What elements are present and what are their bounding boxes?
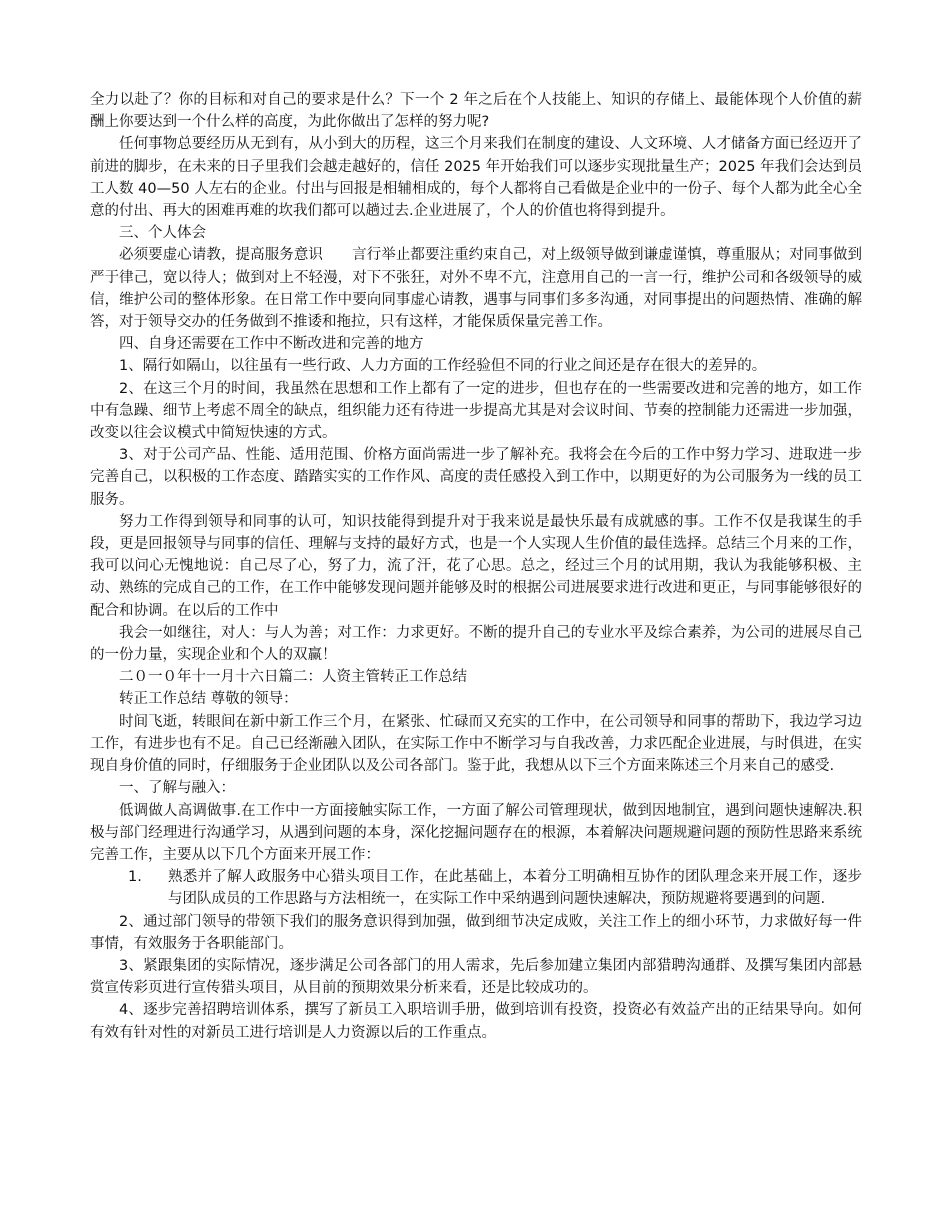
paragraph-goals-question: 全力以赴了？你的目标和对自己的要求是什么？下一个 2 年之后在个人技能上、知识的存储上、最能体现个人价值的薪酬上你要达到一个什么样的高度，为此你做出了怎样的努力呢? [90,92,862,131]
paragraph-company-development: 任何事物总要经历从无到有，从小到大的历程，这三个月来我们在制度的建设、人文环境、人才储备方面已经迈开了前进的脚步，在未来的日子里我们会越走越好的，信任 2025 年开始我们可以逐步实现批量生产；2025 年我们会达到员工人数 40—50 人左右的企业。付出与回报是相辅相成的，每个人都将自己看做是企业中的一份子、每个人都为此全心全意的付出、再大的困难再难的坎我们都可以趟过去.企业进展了，个人的价值也将得到提升。 [90,136,862,220]
paragraph-point-3: 3、紧跟集团的实际情况，逐步满足公司各部门的用人需求，先后参加建立集团内部猎聘沟通群、及撰写集团内部悬赏宣传彩页进行宣传猎头项目，从目前的预期效果分析来看，还是比较成功的。 [90,957,862,997]
paragraph-point-2: 2、通过部门领导的带领下我们的服务意识得到加强，做到细节决定成败，关注工作上的细小环节，力求做好每一件事情，有效服务于各职能部门。 [90,913,862,952]
section-heading-understand-integrate: 一、了解与融入： [119,780,235,797]
paragraph-work-approach: 低调做人高调做事.在工作中一方面接触实际工作，一方面了解公司管理现状，做到因地制宜，遇到问题快速解决.积极与部门经理进行沟通学习，从遇到问题的本身，深化挖掘问题存在的根源，本着解决问题规避问题的预防性思路来系统完善工作，主要从以下几个方面来开展工作： [90,802,862,863]
paragraph-improvement-3: 3、对于公司产品、性能、适用范围、价格方面尚需进一步了解补充。我将会在今后的工作中努力学习、进取进一步完善自己，以积极的工作态度、踏踏实实的工作作风、高度的责任感投入到工作中，以期更好的为公司服务为一线的员工服务。 [90,447,862,508]
section-heading-improvement: 四、自身还需要在工作中不断改进和完善的地方 [119,336,424,353]
paragraph-summary: 努力工作得到领导和同事的认可，知识技能得到提升对于我来说是最快乐最有成就感的事。工作不仅是我谋生的手段，更是回报领导与同事的信任、理解与支持的最好方式，也是一个人实现人生价值的最佳选择。总结三个月来的工作，我可以问心无愧地说：自己尽了心，努了力，流了汗，花了心思。总之，经过三个月的试用期，我认为我能够积极、主动、熟练的完成自己的工作，在工作中能够发现问题并能够及时的根据公司进展要求进行改进和更正，与同事能够很好的配合和协调。在以后的工作中 [90,513,862,619]
paragraph-date-and-title: 二０一０年十一月十六日篇二：人资主管转正工作总结 [119,669,467,686]
item-number: 1. [128,869,142,886]
document-page [90,89,862,1044]
paragraph-service-attitude: 必须要虚心请教，提高服务意识 言行举止都要注重约束自己，对上级领导做到谦虚谨慎，尊重服从；对同事做到严于律己，宽以待人；做到对上不轻漫，对下不张狂，对外不卑不亢，注意用自己的一言一行，维护公司和各级领导的威信，维护公司的整体形象。在日常工作中要向同事虚心请教，遇事与同事们多多沟通，对同事提出的问题热情、准确的解答，对于领导交办的任务做到不推诿和拖拉，只有这样，才能保质保量完善工作。 [90,247,862,331]
paragraph-point-4: 4、逐步完善招聘培训体系，撰写了新员工入职培训手册，做到培训有投资，投资必有效益产出的正结果导向。如何有效有针对性的对新员工进行培训是人力资源以后的工作重点。 [90,1002,862,1041]
numbered-item-1 [90,866,862,910]
paragraph-improvement-1: 1、隔行如隔山，以往虽有一些行政、人力方面的工作经验但不同的行业之间还是存在很大的差异的。 [119,358,767,375]
paragraph-improvement-2: 2、在这三个月的时间，我虽然在思想和工作上都有了一定的进步，但也存在的一些需要改进和完善的地方，如工作中有急躁、细节上考虑不周全的缺点，组织能力还有待进一步提高尤其是对会议时间、节奏的控制能力还需进一步加强，改变以往会议模式中简短快速的方式。 [90,380,862,442]
item-text: 熟悉并了解人政服务中心猎头项目工作，在此基础上，本着分工明确相互协作的团队理念来开展工作，逐步与团队成员的工作思路与方法相统一，在实际工作中采纳遇到问题快速解决，预防规避将要遇到的问题. [168,869,862,908]
section-heading-personal-experience: 三、个人体会 [119,225,206,242]
paragraph-salutation: 转正工作总结 尊敬的领导： [119,691,298,708]
paragraph-commitment: 我会一如继往，对人：与人为善；对工作：力求更好。不断的提升自己的专业水平及综合素养，为公司的进展尽自己的一份力量，实现企业和个人的双赢！ [90,624,862,664]
paragraph-intro: 时间飞逝，转眼间在新中新工作三个月，在紧张、忙碌而又充实的工作中，在公司领导和同事的帮助下，我边学习边工作，有进步也有不足。自己已经渐融入团队，在实际工作中不断学习与自我改善，力求匹配企业进展，与时俱进，在实现自身价值的同时，仔细服务于企业团队以及公司各部门。鉴于此，我想从以下三个方面来陈述三个月来自己的感受. [90,713,862,775]
